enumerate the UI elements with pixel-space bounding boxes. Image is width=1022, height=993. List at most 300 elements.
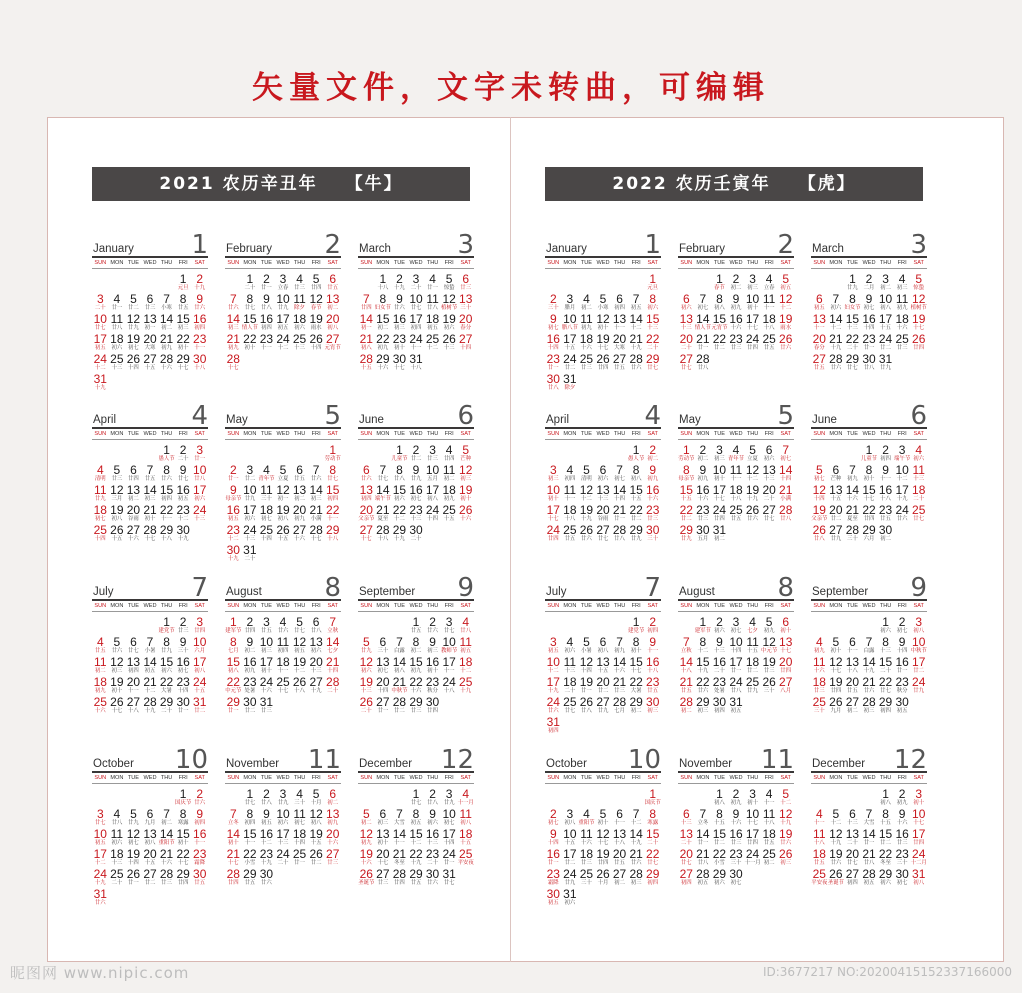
- day-cell: [109, 696, 126, 716]
- day-number: 20: [292, 504, 307, 517]
- day-number: 28: [143, 696, 157, 709]
- day-number: 23: [259, 848, 274, 861]
- lunar-label: 十四: [327, 668, 339, 674]
- lunar-label: 廿六: [194, 800, 206, 806]
- day-number: 13: [326, 808, 340, 821]
- empty-cell: [225, 444, 242, 464]
- day-number: 23: [895, 676, 909, 689]
- day-cell: [242, 524, 259, 544]
- day-number: 16: [392, 313, 407, 326]
- empty-cell: [391, 788, 408, 808]
- weekday-label: FRI: [631, 260, 641, 266]
- day-number: 24: [276, 333, 290, 346]
- day-cell: [910, 788, 927, 808]
- day-number: 14: [143, 484, 157, 497]
- day-cell: [711, 808, 728, 828]
- day-number: 27: [679, 353, 693, 366]
- lunar-label: 廿三: [813, 688, 825, 694]
- lunar-label: 初九: [896, 305, 908, 311]
- day-number: 15: [679, 484, 693, 497]
- day-number: 24: [193, 676, 207, 689]
- day-number: 28: [862, 868, 876, 881]
- day-number: 13: [126, 656, 141, 669]
- zodiac-animal: 【牛】: [345, 174, 403, 194]
- day-number: 14: [392, 656, 407, 669]
- weekday-label: TUE: [580, 775, 593, 781]
- day-number: 3: [429, 444, 436, 457]
- lunar-label: 情人节: [241, 325, 258, 331]
- lunar-label: 二十: [647, 345, 659, 351]
- lunar-label: 初五: [813, 305, 825, 311]
- day-number: 17: [912, 828, 926, 841]
- day-cell: [324, 464, 341, 484]
- day-cell: [308, 313, 325, 333]
- lunar-label: 三十: [177, 648, 189, 654]
- lunar-label: 十九: [94, 385, 106, 391]
- empty-cell: [811, 616, 828, 636]
- lunar-label: 谷雨: [597, 516, 609, 522]
- day-cell: [291, 848, 308, 868]
- day-cell: [545, 636, 562, 656]
- day-number: 1: [865, 444, 873, 457]
- empty-cell: [628, 788, 645, 808]
- month-name: August: [679, 586, 715, 598]
- empty-cell: [811, 788, 828, 808]
- lunar-label: 初二: [377, 325, 389, 331]
- day-cell: [595, 313, 612, 333]
- day-cell: [175, 504, 192, 524]
- lunar-label: 廿九: [161, 648, 172, 654]
- day-number: 19: [779, 313, 793, 326]
- weekday-label: SUN: [680, 603, 693, 609]
- weekday-label: SAT: [913, 431, 924, 437]
- lunar-label: 廿三: [896, 345, 908, 351]
- weekday-label: WED: [596, 603, 610, 609]
- day-cell: [391, 868, 408, 888]
- lunar-label: 十四: [780, 476, 792, 482]
- day-cell: [375, 273, 392, 293]
- lunar-label: 十五: [443, 516, 455, 522]
- weekday-label: SAT: [647, 775, 658, 781]
- day-cell: [562, 868, 579, 888]
- day-number: 19: [110, 676, 124, 689]
- day-number: 6: [329, 788, 337, 801]
- day-cell: [408, 868, 425, 888]
- day-cell: [595, 808, 612, 828]
- weekday-label: FRI: [311, 260, 321, 266]
- day-cell: [678, 828, 695, 848]
- lunar-label: 初三: [460, 476, 472, 482]
- day-number: 1: [396, 444, 403, 457]
- day-number: 29: [376, 353, 390, 366]
- day-cell: [578, 676, 595, 696]
- empty-cell: [142, 788, 159, 808]
- day-number: 6: [462, 273, 470, 286]
- month-number: 12: [893, 745, 927, 775]
- lunar-label: 廿八: [614, 536, 625, 542]
- day-number: 15: [845, 313, 860, 326]
- lunar-label: 初三: [377, 820, 389, 826]
- day-cell: [242, 544, 259, 564]
- day-cell: [225, 524, 242, 544]
- day-number: 22: [845, 333, 860, 346]
- day-number: 19: [442, 313, 456, 326]
- day-cell: [242, 848, 259, 868]
- day-number: 27: [126, 524, 141, 537]
- day-cell: [242, 676, 259, 696]
- day-cell: [628, 333, 645, 353]
- day-cell: [828, 828, 845, 848]
- day-cell: [242, 828, 259, 848]
- lunar-label: 儿童节: [860, 456, 878, 462]
- day-cell: [595, 656, 612, 676]
- lunar-label: 廿六: [697, 688, 709, 694]
- lunar-label: 初八: [880, 305, 891, 311]
- day-cell: [308, 333, 325, 353]
- day-cell: [777, 484, 794, 504]
- day-number: 21: [392, 848, 407, 861]
- empty-cell: [828, 273, 845, 293]
- day-number: 2: [196, 788, 204, 801]
- day-cell: [811, 293, 828, 313]
- day-number: 30: [546, 888, 560, 901]
- day-number: 24: [745, 333, 760, 346]
- weekday-label: SAT: [327, 603, 338, 609]
- lunar-label: 初八: [427, 496, 438, 502]
- lunar-label: 廿九: [913, 688, 925, 694]
- lunar-label: 廿六: [227, 305, 239, 311]
- lunar-label: 小雪: [714, 860, 725, 866]
- day-number: 23: [546, 868, 560, 881]
- day-number: 16: [862, 313, 876, 326]
- day-number: 18: [563, 676, 577, 689]
- days-grid: [358, 788, 474, 888]
- day-number: 3: [749, 788, 756, 801]
- day-number: 4: [749, 616, 756, 629]
- day-cell: [308, 464, 325, 484]
- lunar-label: 初十: [747, 800, 758, 806]
- day-number: 9: [196, 293, 204, 306]
- day-number: 12: [126, 313, 141, 326]
- month-header: [225, 230, 341, 260]
- lunar-label: 十二: [410, 840, 422, 846]
- day-cell: [844, 464, 861, 484]
- day-number: 29: [176, 868, 190, 881]
- weekday-label: MON: [829, 431, 843, 437]
- empty-cell: [375, 616, 392, 636]
- day-number: 28: [392, 696, 407, 709]
- day-cell: [191, 848, 208, 868]
- lunar-label: 十二: [547, 668, 559, 674]
- day-number: 17: [546, 504, 560, 517]
- lunar-label: 十九: [547, 688, 559, 694]
- lunar-label: 十一: [880, 476, 891, 482]
- weekday-label: SAT: [327, 260, 338, 266]
- day-number: 26: [110, 524, 124, 537]
- lunar-label: 初二: [94, 668, 106, 674]
- lunar-label: 初七: [128, 840, 139, 846]
- day-number: 22: [679, 504, 693, 517]
- day-cell: [358, 524, 375, 544]
- lunar-label: 廿三: [427, 456, 438, 462]
- lunar-label: 初八: [714, 305, 725, 311]
- day-number: 22: [243, 848, 257, 861]
- lunar-label: 十四: [863, 325, 875, 331]
- day-number: 7: [163, 293, 170, 306]
- day-number: 12: [745, 464, 760, 477]
- day-number: 17: [193, 484, 207, 497]
- empty-cell: [142, 273, 159, 293]
- day-number: 1: [246, 273, 254, 286]
- lunar-label: 十五: [564, 345, 576, 351]
- day-cell: [375, 524, 392, 544]
- lunar-label: 十九: [94, 880, 106, 886]
- day-number: 3: [412, 273, 420, 286]
- weekday-label: MON: [110, 260, 124, 266]
- day-number: 2: [898, 616, 906, 629]
- day-number: 27: [126, 696, 141, 709]
- day-number: 19: [126, 333, 141, 346]
- lunar-label: 二十: [680, 345, 692, 351]
- day-cell: [728, 656, 745, 676]
- lunar-label: 初九: [294, 516, 305, 522]
- lunar-label: 廿六: [427, 628, 438, 634]
- day-cell: [324, 313, 341, 333]
- day-cell: [441, 808, 458, 828]
- lunar-label: 十七: [310, 536, 322, 542]
- day-cell: [628, 524, 645, 544]
- lunar-label: 廿一: [377, 708, 389, 714]
- weekday-label: SUN: [547, 775, 560, 781]
- month-header: [92, 230, 208, 260]
- day-cell: [828, 504, 845, 524]
- lunar-label: 十八: [614, 840, 625, 846]
- day-number: 13: [376, 656, 390, 669]
- day-number: 27: [143, 868, 157, 881]
- day-cell: [545, 888, 562, 908]
- lunar-label: 廿五: [261, 628, 272, 634]
- day-number: 3: [96, 808, 104, 821]
- day-number: 6: [682, 293, 690, 306]
- lunar-label: 初二: [581, 305, 592, 311]
- day-cell: [728, 676, 745, 696]
- day-number: 26: [779, 333, 793, 346]
- days-grid: [92, 444, 208, 544]
- lunar-label: 廿六: [581, 536, 592, 542]
- lunar-label: 十八: [128, 708, 139, 714]
- day-number: 21: [845, 504, 860, 517]
- lunar-label: 十四: [94, 536, 106, 542]
- month-block: [225, 745, 341, 888]
- day-number: 9: [179, 464, 187, 477]
- lunar-label: 十二: [227, 536, 239, 542]
- lunar-label: 十一: [564, 496, 576, 502]
- watermark-right: ID:3677217 NO:20200415152337166000: [762, 965, 1012, 979]
- lunar-label: 十六: [614, 668, 625, 674]
- lunar-label: 初十: [377, 840, 389, 846]
- lunar-label: 初三: [144, 496, 156, 502]
- day-number: 9: [429, 808, 436, 821]
- day-cell: [744, 484, 761, 504]
- weekday-label: MON: [563, 775, 577, 781]
- day-cell: [545, 716, 562, 736]
- lunar-label: 初九: [377, 345, 389, 351]
- day-number: 5: [583, 636, 590, 649]
- day-number: 31: [546, 716, 560, 729]
- day-number: 19: [596, 333, 610, 346]
- day-cell: [424, 808, 441, 828]
- day-cell: [628, 293, 645, 313]
- lunar-label: 十三: [763, 476, 775, 482]
- day-number: 27: [292, 524, 307, 537]
- lunar-label: 初九: [847, 476, 858, 482]
- month-number: 9: [457, 573, 474, 603]
- weekday-label: SAT: [460, 603, 471, 609]
- day-number: 24: [93, 868, 107, 881]
- day-cell: [258, 484, 275, 504]
- day-number: 25: [425, 333, 440, 346]
- day-number: 26: [596, 353, 610, 366]
- lunar-label: 十三: [913, 476, 925, 482]
- day-number: 1: [179, 273, 187, 286]
- day-cell: [728, 696, 745, 716]
- day-cell: [877, 444, 894, 464]
- day-cell: [457, 788, 474, 808]
- weekday-label: THU: [746, 431, 759, 437]
- lunar-label: 十七: [177, 365, 189, 371]
- lunar-label: 十二: [460, 668, 472, 674]
- day-cell: [142, 868, 159, 888]
- lunar-label: 廿七: [597, 536, 609, 542]
- day-cell: [391, 444, 408, 464]
- lunar-label: 廿一: [427, 285, 438, 291]
- weekday-label: SAT: [460, 260, 471, 266]
- lunar-label: 十三: [847, 325, 858, 331]
- day-number: 7: [229, 293, 237, 306]
- day-cell: [545, 353, 562, 373]
- day-number: 20: [596, 504, 610, 517]
- weekday-label: TUE: [127, 775, 140, 781]
- weekday-label: MON: [563, 431, 577, 437]
- lunar-label: 十九: [896, 496, 908, 502]
- day-number: 7: [396, 808, 403, 821]
- day-number: 20: [143, 848, 157, 861]
- lunar-label: 青年节: [727, 456, 745, 462]
- lunar-label: 初五: [730, 708, 742, 714]
- day-number: 9: [229, 484, 237, 497]
- day-number: 1: [682, 444, 690, 457]
- day-number: 20: [309, 656, 323, 669]
- weekday-label: WED: [862, 775, 876, 781]
- day-cell: [562, 696, 579, 716]
- month-name: December: [359, 758, 413, 770]
- day-cell: [291, 464, 308, 484]
- lunar-label: 廿八: [730, 688, 742, 694]
- day-number: 21: [629, 333, 643, 346]
- day-number: 16: [546, 848, 560, 861]
- lunar-label: 初六: [564, 648, 576, 654]
- day-cell: [175, 484, 192, 504]
- lunar-label: 初四: [360, 496, 372, 502]
- day-number: 14: [359, 313, 373, 326]
- day-number: 18: [93, 676, 107, 689]
- lunar-label: 廿七: [913, 516, 925, 522]
- day-number: 28: [696, 868, 710, 881]
- day-number: 2: [549, 808, 557, 821]
- empty-cell: [611, 273, 628, 293]
- lunar-label: 廿九: [630, 536, 642, 542]
- day-cell: [828, 848, 845, 868]
- empty-cell: [562, 444, 579, 464]
- day-cell: [175, 353, 192, 373]
- day-cell: [644, 828, 661, 848]
- day-cell: [644, 293, 661, 313]
- day-number: 27: [459, 333, 473, 346]
- day-cell: [744, 848, 761, 868]
- weekday-label: SUN: [94, 603, 107, 609]
- day-number: 14: [226, 828, 240, 841]
- lunar-label: 初五: [863, 880, 875, 886]
- day-number: 2: [263, 273, 270, 286]
- lunar-label: 十三: [294, 345, 305, 351]
- weekday-label: WED: [276, 431, 290, 437]
- lunar-label: 十一月: [457, 800, 474, 806]
- weekday-label: TUE: [580, 260, 593, 266]
- day-cell: [109, 293, 126, 313]
- day-number: 19: [579, 676, 594, 689]
- day-cell: [191, 636, 208, 656]
- day-number: 24: [425, 504, 440, 517]
- day-cell: [761, 788, 778, 808]
- day-number: 22: [712, 848, 727, 861]
- day-number: 29: [862, 524, 876, 537]
- day-cell: [225, 544, 242, 564]
- day-number: 29: [409, 696, 423, 709]
- day-cell: [711, 484, 728, 504]
- month-block: [545, 573, 661, 736]
- day-cell: [225, 464, 242, 484]
- lunar-label: 十五: [310, 840, 322, 846]
- day-cell: [424, 273, 441, 293]
- day-number: 31: [259, 696, 274, 709]
- weekday-label: THU: [160, 775, 173, 781]
- lunar-label: 廿二: [244, 708, 256, 714]
- day-cell: [744, 313, 761, 333]
- day-number: 10: [193, 464, 207, 477]
- day-cell: [894, 464, 911, 484]
- day-number: 3: [732, 616, 740, 629]
- lunar-label: 植树节: [441, 305, 458, 311]
- day-cell: [391, 636, 408, 656]
- day-number: 23: [729, 333, 743, 346]
- day-number: 8: [649, 293, 657, 306]
- day-number: 19: [812, 504, 826, 517]
- weekday-label: THU: [293, 603, 306, 609]
- lunar-label: 十三: [111, 860, 123, 866]
- lunar-label: 廿八: [310, 628, 322, 634]
- day-number: 12: [829, 656, 843, 669]
- lunar-label: 十四: [443, 840, 455, 846]
- day-number: 16: [546, 333, 560, 346]
- lunar-label: 廿六: [111, 648, 123, 654]
- day-number: 10: [878, 293, 893, 306]
- day-cell: [441, 676, 458, 696]
- day-number: 26: [126, 868, 141, 881]
- day-cell: [408, 696, 425, 716]
- day-number: 7: [146, 464, 154, 477]
- lunar-label: 初三: [310, 496, 322, 502]
- lunar-label: 二十: [244, 556, 256, 562]
